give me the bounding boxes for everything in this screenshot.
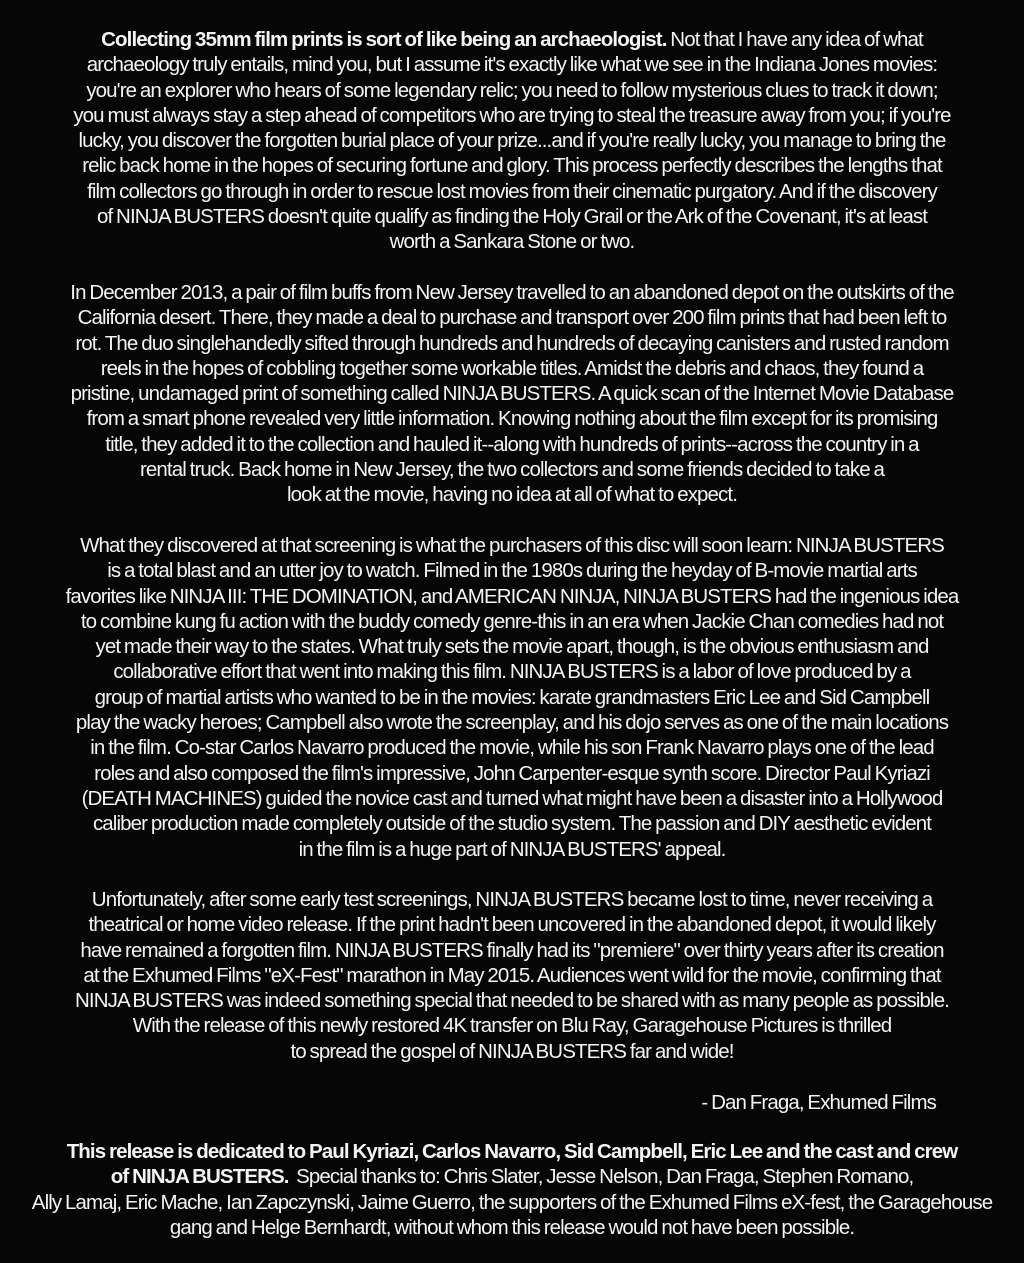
paragraph-line: to spread the gospel of NINJA BUSTERS far and wide!	[290, 1039, 734, 1063]
paragraph-line: you must always stay a step ahead of competitors who are trying to steal the treasure away from you; if you're	[73, 103, 951, 127]
paragraph-release	[28, 887, 996, 1064]
paragraph-line: you're an explorer who hears of some legendary relic; you need to follow mysterious clues to track it down;	[86, 78, 938, 102]
paragraph-discovery	[28, 280, 996, 508]
paragraph-line	[28, 27, 996, 52]
dedication-line	[22, 1164, 1002, 1189]
paragraph-line: have remained a forgotten film. NINJA BUSTERS finally had its "premiere" over thirty years after its creation	[80, 938, 944, 962]
paragraph-line: film collectors go through in order to rescue lost movies from their cinematic purgatory. And if the discovery	[87, 179, 937, 203]
paragraph-line: favorites like NINJA III: THE DOMINATION, and AMERICAN NINJA, NINJA BUSTERS had the ingenious idea	[65, 584, 959, 608]
paragraph-line: collaborative effort that went into making this film. NINJA BUSTERS is a labor of love produced by a	[113, 660, 911, 684]
paragraph-screening	[28, 533, 996, 862]
special-thanks-line: gang and Helge Bernhardt, without whom this release would not have been possible.	[169, 1215, 855, 1239]
special-thanks-text: Special thanks to: Chris Slater, Jesse Nelson, Dan Fraga, Stephen Romano,	[288, 1165, 914, 1189]
dedication-block	[22, 1139, 1002, 1240]
paragraph-line: relic back home in the hopes of securing fortune and glory. This process perfectly describes the lengths that	[82, 154, 942, 178]
paragraph-line: reels in the hopes of cobbling together some workable titles. Amidst the debris and chaos, they found a	[100, 356, 924, 380]
paragraph-line: rot. The duo singlehandedly sifted through hundreds and hundreds of decaying canisters and rusted random	[75, 331, 949, 355]
paragraph-line: archaeology truly entails, mind you, but I assume it's exactly like what we see in the Indiana Jones movies:	[86, 53, 938, 77]
paragraph-line: California desert. There, they made a deal to purchase and transport over 200 film prints that had been left to	[77, 306, 947, 330]
paragraph-line: lucky, you discover the forgotten burial place of your prize...and if you're really lucky, you manage to bring the	[78, 129, 946, 153]
lead-sentence-rest: Not that I have any idea of what	[666, 28, 923, 51]
paragraph-line: in the film. Co-star Carlos Navarro produced the movie, while his son Frank Navarro plays one of the lead	[90, 736, 934, 760]
paragraph-line: With the release of this newly restored 4K transfer on Blu Ray, Garagehouse Pictures is thrilled	[132, 1014, 892, 1038]
paragraph-line: rental truck. Back home in New Jersey, the two collectors and some friends decided to take a	[139, 458, 884, 482]
paragraph-line: play the wacky heroes; Campbell also wrote the screenplay, and his dojo serves as one of the main locations	[75, 711, 949, 735]
paragraph-line: What they discovered at that screening is what the purchasers of this disc will soon learn: NINJA BUSTERS	[80, 534, 944, 557]
lead-sentence: Collecting 35mm film prints is sort of like being an archaeologist.	[101, 28, 667, 51]
paragraph-line: (DEATH MACHINES) guided the novice cast and turned what might have been a disaster into a Hollywood	[81, 786, 943, 810]
paragraph-line: of NINJA BUSTERS doesn't quite qualify as finding the Holy Grail or the Ark of the Covenant, it's at least	[96, 205, 928, 229]
paragraph-line: in the film is a huge part of NINJA BUSTERS' appeal.	[298, 837, 726, 861]
paragraph-line: In December 2013, a pair of film buffs from New Jersey travelled to an abandoned depot on the outskirts of the	[70, 281, 954, 304]
paragraph-line: group of martial artists who wanted to be in the movies: karate grandmasters Eric Lee and Sid Campbell	[94, 685, 930, 709]
paragraph-line: title, they added it to the collection and hauled it--along with hundreds of prints--across the country in a	[105, 432, 919, 456]
paragraph-line: Unfortunately, after some early test screenings, NINJA BUSTERS became lost to time, never receiving a	[91, 888, 933, 911]
author-signature: - Dan Fraga, Exhumed Films	[701, 1091, 936, 1114]
paragraph-line: look at the movie, having no idea at all of what to expect.	[287, 483, 737, 507]
paragraph-line: is a total blast and an utter joy to watch. Filmed in the 1980s during the heyday of B-movie martial arts	[107, 559, 917, 583]
special-thanks-line: Ally Lamaj, Eric Mache, Ian Zapczynski, Jaime Guerro, the supporters of the Exhumed Films eX-fest, the Garagehouse	[31, 1190, 993, 1214]
paragraph-line: pristine, undamaged print of something called NINJA BUSTERS. A quick scan of the Internet Movie Database	[70, 382, 954, 406]
paragraph-line: worth a Sankara Stone or two.	[389, 230, 635, 254]
paragraph-line: NINJA BUSTERS was indeed something special that needed to be shared with as many people as possible.	[75, 989, 949, 1013]
dedication-bold-title: of NINJA BUSTERS.	[110, 1165, 289, 1189]
paragraph-intro	[28, 27, 996, 255]
paragraph-line: theatrical or home video release. If the print hadn't been uncovered in the abandoned depot, it would likely	[88, 913, 936, 937]
paragraph-line: at the Exhumed Films "eX-Fest" marathon in May 2015. Audiences went wild for the movie, confirming that	[83, 963, 941, 987]
dedication-line: This release is dedicated to Paul Kyriazi, Carlos Navarro, Sid Campbell, Eric Lee and the cast and crew	[66, 1140, 958, 1163]
paragraph-line: caliber production made completely outside of the studio system. The passion and DIY aesthetic evident	[92, 812, 932, 836]
paragraph-line: yet made their way to the states. What truly sets the movie apart, though, is the obvious enthusiasm and	[95, 635, 929, 659]
paragraph-line: to combine kung fu action with the buddy comedy genre-this in an era when Jackie Chan comedies had not	[80, 609, 944, 633]
paragraph-line: from a smart phone revealed very little information. Knowing nothing about the film except for its promising	[86, 407, 938, 431]
paragraph-line: roles and also composed the film's impressive, John Carpenter-esque synth score. Director Paul Kyriazi	[94, 761, 930, 785]
